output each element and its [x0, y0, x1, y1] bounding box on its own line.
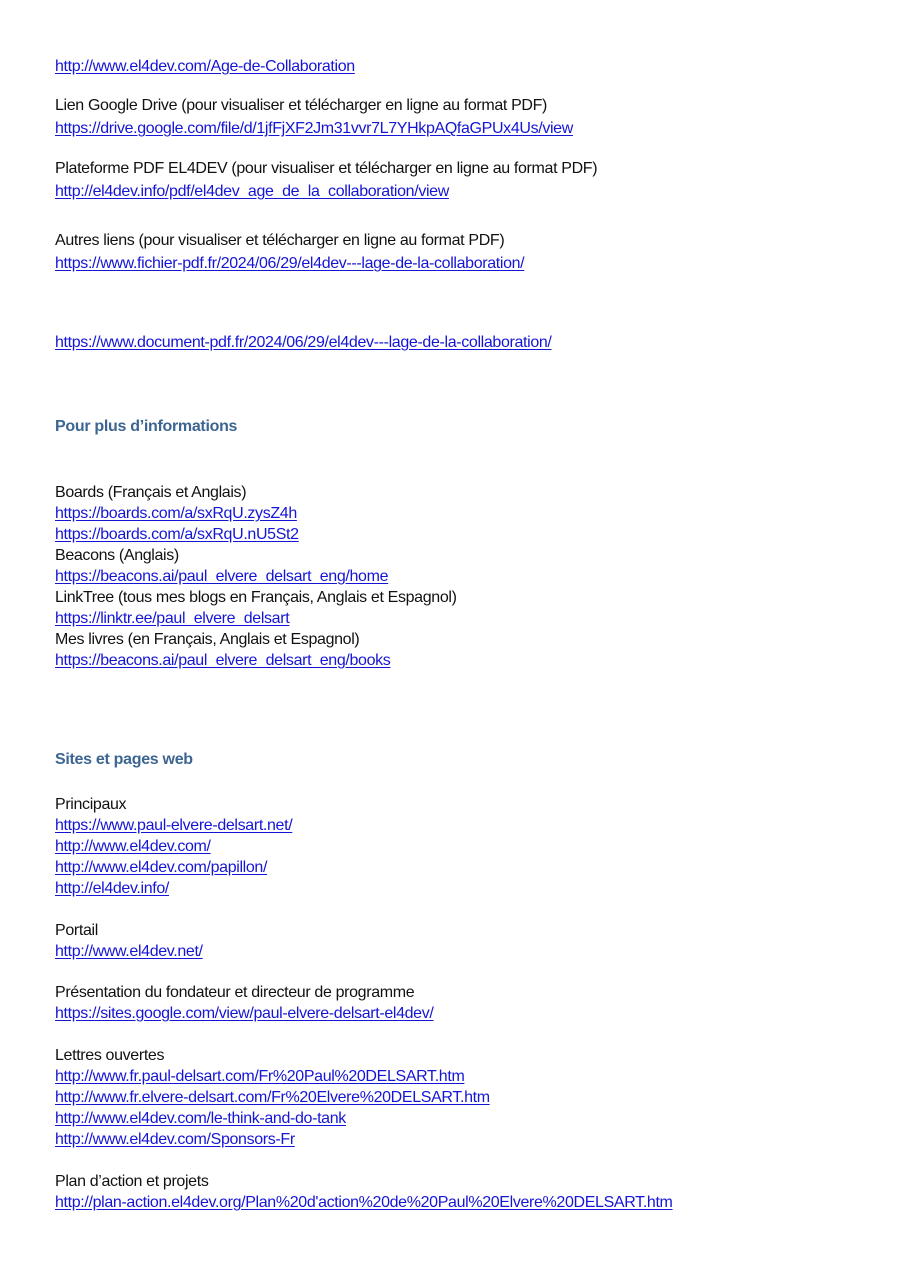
lettres-link[interactable]: http://www.fr.elvere-delsart.com/Fr%20Elvere%20DELSART.htm [55, 1089, 490, 1106]
boards-label: Boards (Français et Anglais) [55, 484, 247, 501]
principaux-link[interactable]: http://www.el4dev.com/ [55, 838, 211, 855]
portail-label: Portail [55, 922, 98, 939]
linktree-link[interactable]: https://linktr.ee/paul_elvere_delsart [55, 610, 290, 627]
beacons-link[interactable]: https://beacons.ai/paul_elvere_delsart_eng/home [55, 568, 389, 585]
lettres-link[interactable]: http://www.el4dev.com/le-think-and-do-tank [55, 1110, 346, 1127]
beacons-label: Beacons (Anglais) [55, 547, 179, 564]
lettres-link[interactable]: http://www.fr.paul-delsart.com/Fr%20Paul%20DELSART.htm [55, 1068, 465, 1085]
google-drive-link[interactable]: https://drive.google.com/file/d/1jfFjXF2Jm31vvr7L7YHkpAQfaGPUx4Us/view [55, 120, 573, 137]
presentation-link[interactable]: https://sites.google.com/view/paul-elvere-delsart-el4dev/ [55, 1005, 434, 1022]
pdf-platform-label: Plateforme PDF EL4DEV (pour visualiser et télécharger en ligne au format PDF) [55, 160, 598, 177]
more-info-heading: Pour plus d’informations [55, 418, 238, 435]
portail-link[interactable]: http://www.el4dev.net/ [55, 943, 203, 960]
document-pdf-link[interactable]: https://www.document-pdf.fr/2024/06/29/el4dev---lage-de-la-collaboration/ [55, 334, 552, 351]
age-de-collaboration-link[interactable]: http://www.el4dev.com/Age-de-Collaboration [55, 58, 355, 75]
plan-label: Plan d’action et projets [55, 1173, 209, 1190]
principaux-link[interactable]: http://el4dev.info/ [55, 880, 170, 897]
books-link[interactable]: https://beacons.ai/paul_elvere_delsart_eng/books [55, 652, 391, 669]
principaux-link[interactable]: http://www.el4dev.com/papillon/ [55, 859, 268, 876]
pdf-platform-link[interactable]: http://el4dev.info/pdf/el4dev_age_de_la_collaboration/view [55, 183, 449, 200]
other-links-label: Autres liens (pour visualiser et télécharger en ligne au format PDF) [55, 232, 505, 249]
lettres-label: Lettres ouvertes [55, 1047, 165, 1064]
boards-link-2[interactable]: https://boards.com/a/sxRqU.nU5St2 [55, 526, 299, 543]
google-drive-label: Lien Google Drive (pour visualiser et télécharger en ligne au format PDF) [55, 97, 548, 114]
lettres-link[interactable]: http://www.el4dev.com/Sponsors-Fr [55, 1131, 295, 1148]
sites-heading: Sites et pages web [55, 751, 193, 768]
fichier-pdf-link[interactable]: https://www.fichier-pdf.fr/2024/06/29/el4dev---lage-de-la-collaboration/ [55, 255, 525, 272]
principaux-label: Principaux [55, 796, 127, 813]
books-label: Mes livres (en Français, Anglais et Espagnol) [55, 631, 360, 648]
linktree-label: LinkTree (tous mes blogs en Français, Anglais et Espagnol) [55, 589, 457, 606]
plan-link[interactable]: http://plan-action.el4dev.org/Plan%20d'action%20de%20Paul%20Elvere%20DELSART.htm [55, 1194, 673, 1211]
presentation-label: Présentation du fondateur et directeur de programme [55, 984, 415, 1001]
boards-link-1[interactable]: https://boards.com/a/sxRqU.zysZ4h [55, 505, 297, 522]
principaux-link[interactable]: https://www.paul-elvere-delsart.net/ [55, 817, 293, 834]
